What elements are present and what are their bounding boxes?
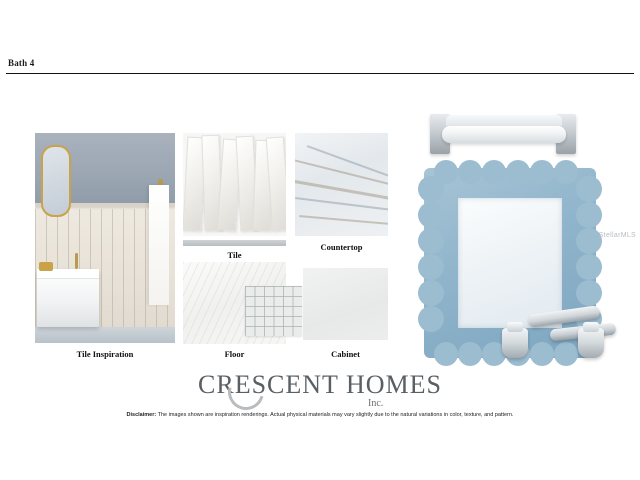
cabinet-swatch-image — [303, 268, 388, 340]
hanging-towel — [149, 185, 169, 305]
mosaic-grout-grid — [245, 286, 302, 336]
brand-suffix: Inc. — [368, 398, 384, 409]
brass-tray — [39, 262, 53, 271]
countertop-swatch-image — [295, 133, 388, 236]
vanity-light-fixture — [424, 106, 584, 162]
disclaimer — [0, 412, 640, 419]
page-title: Bath 4 — [8, 58, 35, 68]
disclaimer-text: The images shown are inspiration renderings. Actual physical materials may vary slightly due to the natural variations in color, texture, and pattern. — [156, 412, 514, 418]
label-tile: Tile — [227, 250, 242, 260]
vanity-light-shade-top — [446, 115, 562, 126]
label-countertop: Countertop — [320, 242, 363, 252]
arched-mirror — [41, 145, 71, 217]
faucet-handle-right — [578, 328, 604, 358]
faucet-handle-left — [502, 328, 528, 358]
watermark-text: StellarMLS — [598, 232, 636, 239]
brand-logo — [0, 370, 640, 409]
vanity-sink — [37, 269, 99, 327]
faucet-handle-right-cap — [583, 322, 599, 332]
brand-name: CRESCENT HOMES — [198, 370, 442, 399]
tile-swatch-base-bar — [183, 240, 286, 246]
faucet-handle-left-cap — [507, 322, 523, 332]
label-floor: Floor — [224, 349, 245, 359]
tile-inspiration-image — [35, 133, 175, 343]
tile-swatch-image — [183, 133, 286, 236]
disclaimer-label: Disclaimer: — [126, 412, 157, 418]
bathroom-floor — [35, 327, 175, 343]
widespread-faucet — [492, 298, 622, 360]
label-tile-inspiration: Tile Inspiration — [76, 349, 134, 359]
vanity-light-shade — [442, 126, 566, 143]
mosaic-tile-swatch — [245, 286, 302, 336]
label-cabinet: Cabinet — [331, 349, 360, 359]
brass-faucet-icon — [75, 253, 78, 269]
